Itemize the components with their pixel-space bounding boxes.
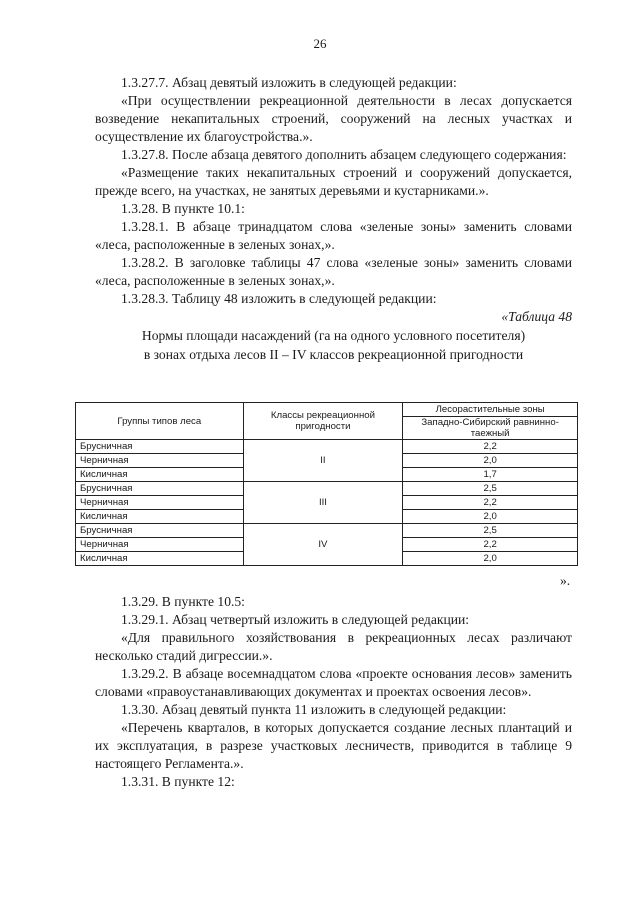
- page-number: 26: [313, 36, 327, 51]
- forest-type-cell: Брусничная: [76, 440, 244, 454]
- header-west-siberian-zone: Западно-Сибирский равнинно-таежный: [403, 417, 578, 440]
- paragraph: 1.3.28. В пункте 10.1:: [121, 201, 245, 216]
- header-forest-zones: Лесорастительные зоны: [403, 403, 578, 417]
- forest-type-cell: Брусничная: [76, 524, 244, 538]
- paragraph: «Перечень кварталов, в которых допускается создание лесных плантаций и их эксплуатация, в разрезе участковых лесничеств, приводится в таблице 9 настоящего Регламента.».: [95, 720, 572, 771]
- value-cell: 2,0: [403, 454, 578, 468]
- forest-type-cell: Черничная: [76, 454, 244, 468]
- header-recreation-classes: Классы рекреационной пригодности: [243, 403, 403, 440]
- paragraph: 1.3.27.7. Абзац девятый изложить в следующей редакции:: [121, 75, 457, 90]
- paragraph: 1.3.28.2. В заголовке таблицы 47 слова «зеленые зоны» заменить словами «леса, расположенные в зеленых зонах,».: [95, 255, 572, 288]
- paragraph: 1.3.31. В пункте 12:: [121, 774, 235, 789]
- value-cell: 2,2: [403, 440, 578, 454]
- paragraph: 1.3.29.2. В абзаце восемнадцатом слова «проекте основания лесов» заменить словами «правоустанавливающих документах и проектах освоения лесов».: [95, 666, 572, 699]
- table-closing-quote: ».: [560, 573, 571, 588]
- class-cell: III: [243, 482, 403, 524]
- paragraph: 1.3.28.1. В абзаце тринадцатом слова «зеленые зоны» заменить словами «леса, расположенные в зеленых зонах,».: [95, 219, 572, 252]
- value-cell: 2,5: [403, 524, 578, 538]
- paragraph: 1.3.29. В пункте 10.5:: [121, 594, 245, 609]
- value-cell: 2,0: [403, 510, 578, 524]
- forest-type-cell: Кисличная: [76, 468, 244, 482]
- paragraph: «При осуществлении рекреационной деятельности в лесах допускается возведение некапитальных строений, сооружений на лесных участках и осуществление их благоустройства.».: [95, 93, 572, 144]
- table-caption: «Таблица 48: [501, 309, 572, 324]
- value-cell: 2,5: [403, 482, 578, 496]
- paragraph: 1.3.30. Абзац девятый пункта 11 изложить в следующей редакции:: [121, 702, 507, 717]
- header-forest-type-groups: Группы типов леса: [76, 403, 244, 440]
- forest-type-cell: Черничная: [76, 538, 244, 552]
- value-cell: 1,7: [403, 468, 578, 482]
- value-cell: 2,0: [403, 552, 578, 566]
- paragraph: 1.3.28.3. Таблицу 48 изложить в следующей редакции:: [121, 291, 437, 306]
- forest-type-cell: Кисличная: [76, 552, 244, 566]
- table-row: [76, 524, 578, 538]
- paragraph: «Размещение таких некапитальных строений и сооружений допускается, прежде всего, на участках, не занятых деревьями и кустарниками.».: [95, 165, 572, 198]
- text-block-lower: [95, 593, 572, 791]
- forest-type-cell: Кисличная: [76, 510, 244, 524]
- class-cell: IV: [243, 524, 403, 566]
- table-row: [76, 440, 578, 454]
- forest-type-cell: Черничная: [76, 496, 244, 510]
- table-title-line-1: Нормы площади насаждений (га на одного условного посетителя): [141, 328, 526, 343]
- class-cell: II: [243, 440, 403, 482]
- table-row: [76, 482, 578, 496]
- text-block-upper: [95, 74, 572, 364]
- norms-table: [75, 402, 578, 566]
- value-cell: 2,2: [403, 538, 578, 552]
- paragraph: «Для правильного хозяйствования в рекреационных лесах различают несколько стадий дигрессии.».: [95, 630, 572, 663]
- forest-type-cell: Брусничная: [76, 482, 244, 496]
- value-cell: 2,2: [403, 496, 578, 510]
- paragraph: 1.3.29.1. Абзац четвертый изложить в следующей редакции:: [121, 612, 470, 627]
- paragraph: 1.3.27.8. После абзаца девятого дополнить абзацем следующего содержания:: [121, 147, 567, 162]
- table-title-line-2: в зонах отдыха лесов II – IV классов рекреационной пригодности: [143, 347, 524, 362]
